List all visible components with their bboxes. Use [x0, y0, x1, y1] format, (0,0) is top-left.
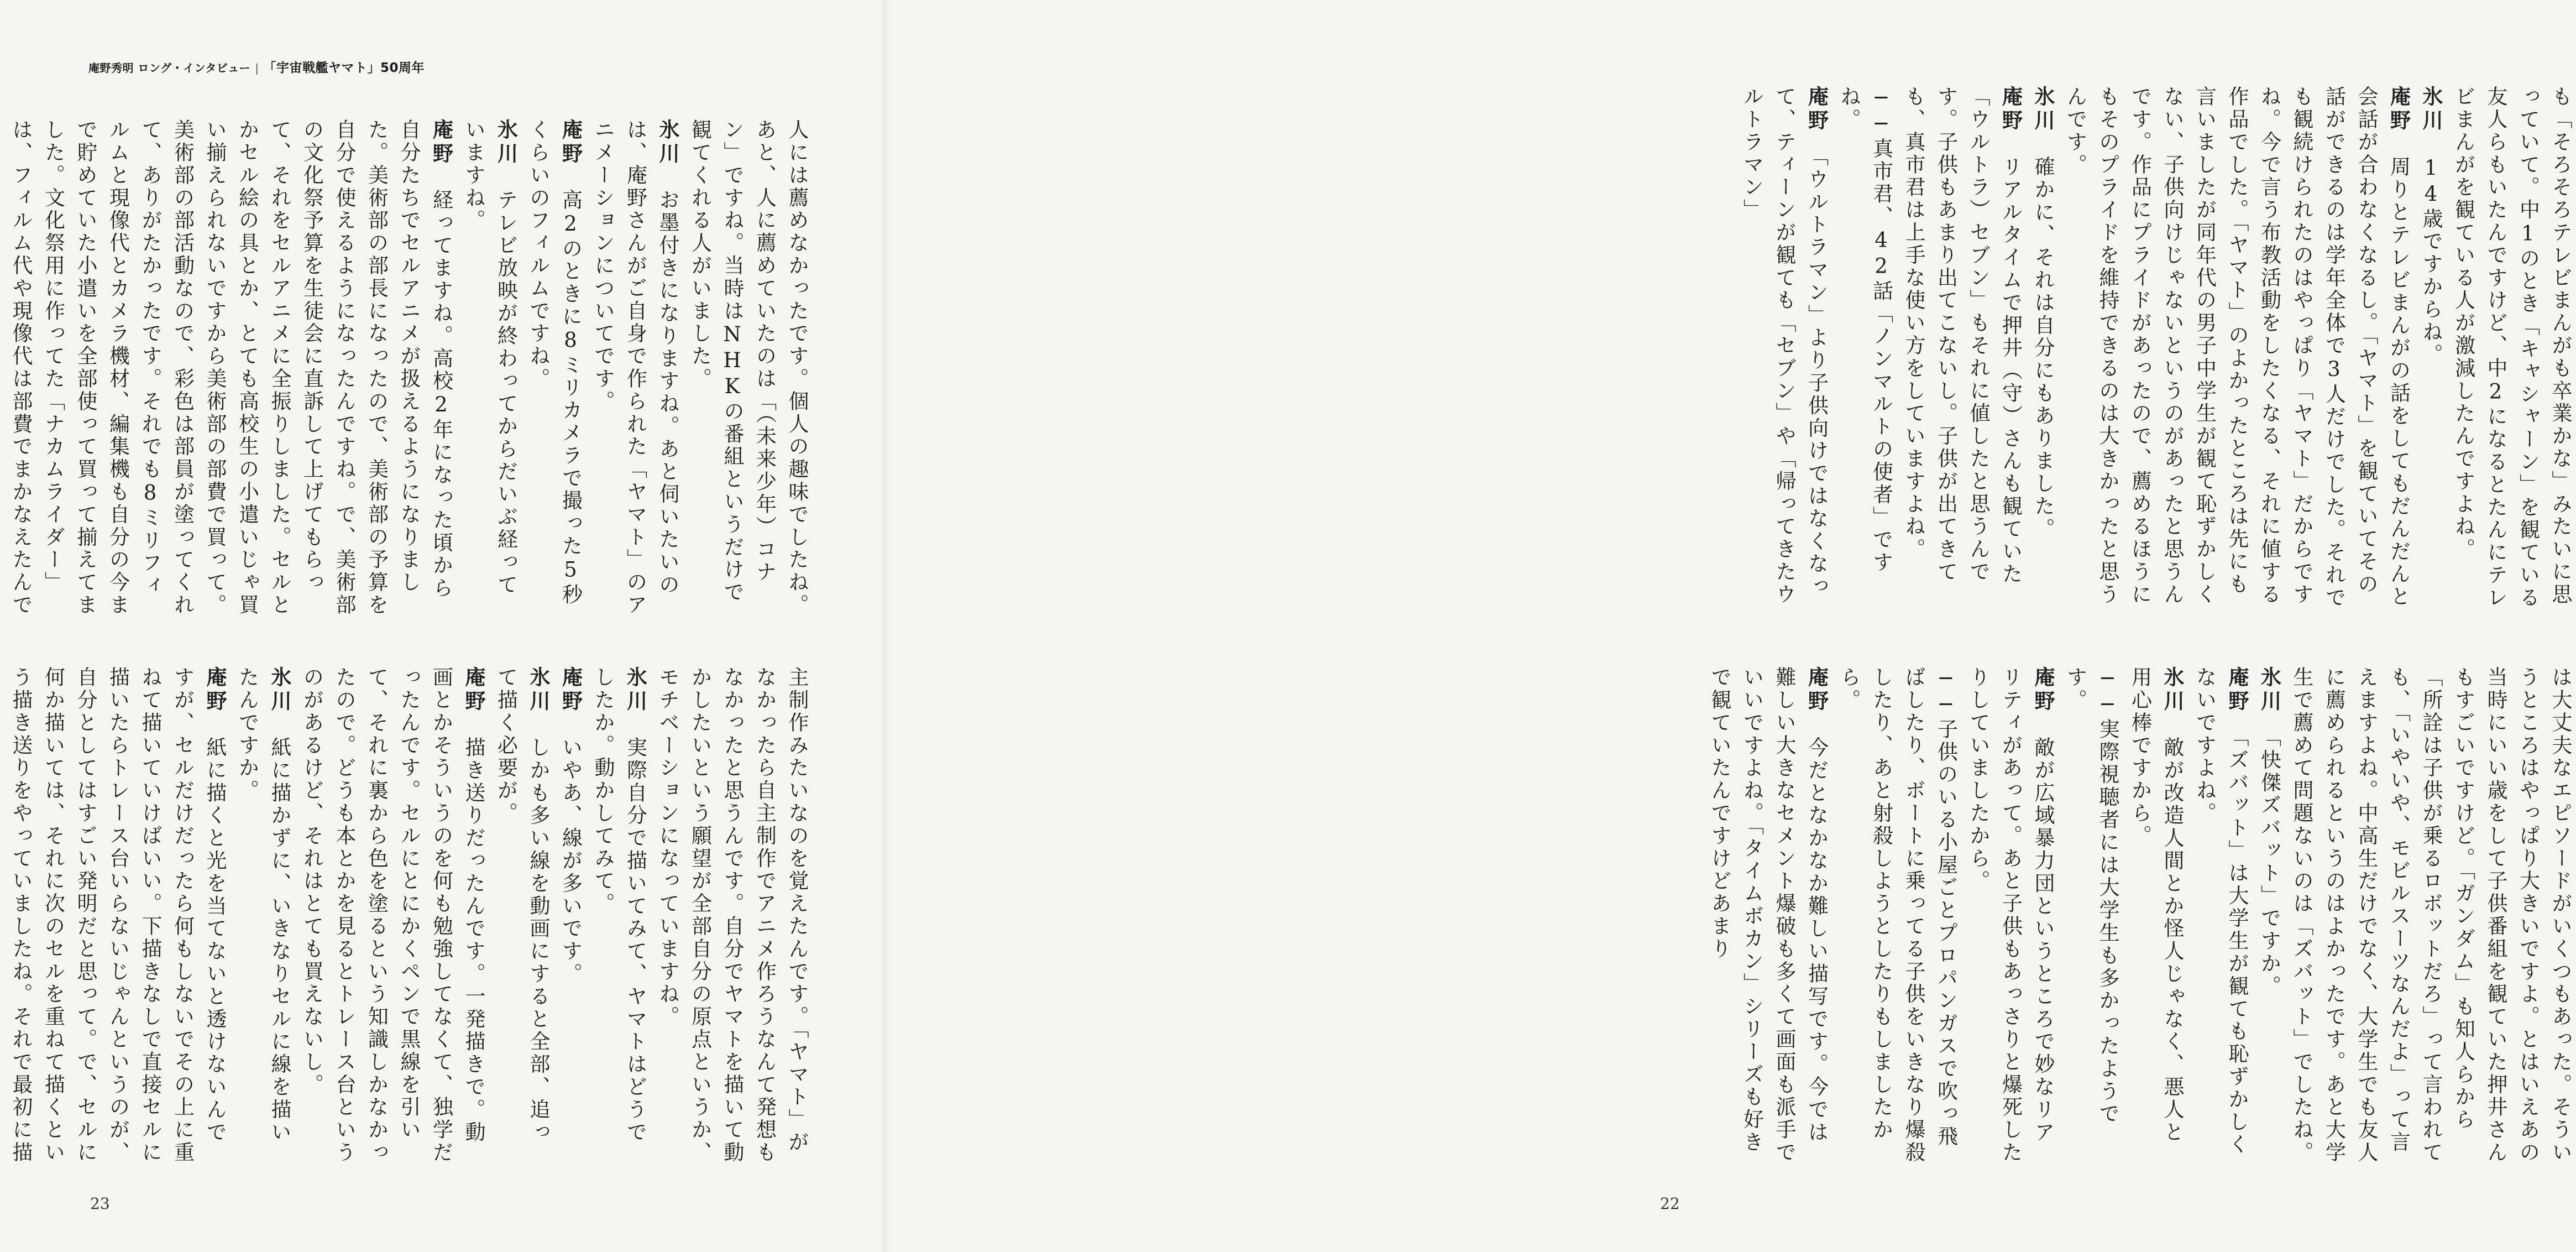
dialogue-text: 14歳ですからね。: [2419, 155, 2443, 367]
dialogue-paragraph: [1897, 86, 2027, 617]
dialogue-text: 描き送りだったんです。一発描きで。動画とかそういうのを何も勉強してなくて、独学だったんです。セルにとにかくペンで黒線を引いて、それに裏から色を塗るという知識しかなかったので。どうも本とかを見るとトレース台というのがあるけど、それはとても買えないし。: [300, 666, 485, 1164]
dialogue-text: 周りとテレビまんがの話をしてもだんだんと会話が合わなくなるし。「ヤマト」を観ていてその話ができるのは学年全体で3人だけでした。それでも観続けられたのはやっぱり「ヤマト」だからですね。今で言う布教活動をしたくなる、それに値する作品でした。「ヤマト」のよかったところは先にも言いましたが同年代の男子中学生が観て恥ずかしくない、子供向けじゃないというのがあったと思うんです。作品にプライドがあったので、薦めるほうにもそのプライドを維持できるのは大きかったと思うんです。: [2063, 86, 2411, 609]
dialogue-paragraph: [2059, 86, 2415, 617]
speaker-label: 庵野: [462, 666, 485, 714]
running-head-title: 「宇宙戦艦ヤマト」50周年: [263, 61, 425, 75]
dialogue-paragraph: [2447, 86, 2576, 617]
speaker-label: 氷川: [623, 666, 647, 714]
speaker-label: 庵野: [203, 666, 227, 714]
speaker-label: 氷川: [2031, 86, 2055, 133]
speaker-label: 庵野: [2031, 666, 2055, 714]
speaker-label: 庵野: [1804, 666, 1829, 714]
dialogue-paragraph: [651, 666, 813, 1164]
page-23-bottom-text-block: [9, 666, 813, 1164]
speaker-label: 庵野: [2225, 666, 2249, 714]
speaker-label: 庵野: [1804, 86, 1829, 133]
dialogue-paragraph: [2059, 666, 2123, 1164]
dialogue-paragraph: [1962, 666, 2059, 1164]
dialogue-paragraph: [2285, 666, 2576, 1164]
speaker-label: 氷川: [2257, 666, 2281, 714]
speaker-label: 庵野: [558, 119, 583, 166]
page-22-bottom-text-block: [1708, 666, 2576, 1164]
dialogue-paragraph: [295, 666, 489, 1164]
dialogue-paragraph: [522, 119, 587, 617]
running-head: [88, 58, 425, 76]
dialogue-paragraph: [2188, 666, 2253, 1164]
dialogue-paragraph: [2253, 666, 2285, 1164]
dialogue-paragraph: [2415, 86, 2447, 617]
dialogue-text: 確かに、それは自分にもありました。: [2031, 155, 2055, 541]
dialogue-paragraph: [1832, 86, 1897, 617]
dialogue-paragraph: [0, 666, 231, 1164]
dialogue-paragraph: [1832, 666, 1962, 1164]
dialogue-paragraph: [1703, 666, 1832, 1164]
speaker-label: 庵野: [1998, 86, 2023, 133]
dialogue-text: 人には薦めなかったです。個人の趣味でしたね。あと、人に薦めていたのは「（未来少年）コナン」ですね。当時はNHKの番組というだけで観てくれる人がいました。: [688, 119, 809, 617]
dialogue-text: 紙に描くと光を当てないと透けないんですが、セルだけだったら何もしないでその上に重ねて描いていけばいい。下描きなしで直接セルに描いたらトレース台いらないじゃんというのが、自分としてはすごい発明だと思って。で、セルに何か描いては、それに次のセルを重ねて描くという描き送りをやっていましたね。それで最初に描: [9, 666, 227, 1164]
dialogue-paragraph: [489, 666, 554, 1164]
dialogue-text: ──子供のいる小屋ごとプロパンガスで吹っ飛ばしたり、ボートに乗ってる子供をいきなり爆殺したり、あと射殺しようとしたりもしましたから。: [1837, 666, 1958, 1164]
dialogue-text: ──実際視聴者には大学生も多かったようです。: [2063, 666, 2119, 1125]
speaker-label: 氷川: [494, 119, 518, 166]
dialogue-text: リアルタイムで押井（守）さんも観ていた「ウルトラ）セブン」もそれに値したと思うんです。子供もあまり出てこないし。子供が出てきても、真市君は上手な使い方をしていますよね。: [1902, 86, 2023, 586]
dialogue-paragraph: [231, 666, 295, 1164]
page-23: [0, 0, 884, 1252]
dialogue-paragraph: [587, 666, 651, 1164]
dialogue-text: は大丈夫なエピソードがいくつもあった。そういうところはやっぱり大きいですよ。とはいえあの当時にいい歳をして子供番組を観ていた押井さんもすごいですけど。「ガンダム」も知人らから「所詮は子供が乗るロボットだろ」って言われても、「いやいや、モビルスーツなんだよ」って言えますよね。中高生だけでなく、大学生でも友人に薦められるというのはよかったです。あと大学生で薦めて問題ないのは「ズバット」でしたね。: [2290, 666, 2572, 1164]
dialogue-text: 紙に描かずに、いきなりセルに線を描いたんですか。: [235, 666, 291, 1144]
dialogue-text: テレビ放映が終わってからだいぶ経っていますね。: [462, 119, 518, 597]
dialogue-text: 敵が広域暴力団というところで妙なリアリティがあって。あと子供もあっさりと爆死したりしていましたから。: [1966, 666, 2055, 1164]
dialogue-paragraph: [457, 119, 522, 617]
speaker-label: 庵野: [429, 119, 453, 166]
speaker-label: 氷川: [526, 666, 550, 714]
page-number-left: 23: [90, 1194, 110, 1213]
dialogue-paragraph: [587, 119, 684, 617]
dialogue-paragraph: [2027, 86, 2059, 617]
dialogue-text: も「そろそろテレビまんがも卒業かな」みたいに思っていて。中1のとき「キャシャーン」を観ている友人らもいたんですけど、中2になるとたんにテレビまんがを観ている人が激減したんですよね。: [2451, 86, 2572, 609]
dialogue-text: 実際自分で描いてみて、ヤマトはどうでしたか。動かしてみて。: [591, 666, 647, 1144]
dialogue-paragraph: [2123, 666, 2188, 1164]
running-head-separator: |: [255, 61, 259, 75]
dialogue-text: しかも多い線を動画にすると全部、追って描く必要が。: [494, 666, 550, 1144]
dialogue-text: お墨付きになりますね。あと伺いたいのは、庵野さんがご自身で作られた「ヤマト」のアニメーションについてです。: [591, 119, 679, 617]
speaker-label: 氷川: [2419, 86, 2443, 133]
page-number-right: 22: [1660, 1194, 1680, 1213]
speaker-label: 氷川: [2160, 666, 2184, 714]
page-22-top-text-block: [1740, 86, 2576, 617]
dialogue-paragraph: [683, 119, 813, 617]
dialogue-text: 経ってますね。高校2年になった頃から自分たちでセルアニメが扱えるようになりました。美術部の部長になったので、美術部の予算を自分で使えるようになったんですね。で、美術部の文化祭予算を生徒会に直訴して上げてもらって、それをセルアニメに全振りしました。セルとかセル絵の具とか、とても高校生の小遣いじゃ買い揃えられないですから美術部の部費で買って。美術部の部活動なので、彩色は部員が塗ってくれて、ありがたかったです。それでも8ミリフィルムと現像代とカメラ機材、編集機も自分の今まで貯めていた小遣いを全部使って買って揃えてました。文化祭用に作ってた「ナカムライダー」は、フィルム代や現像代は部費でまかなえたんで: [9, 119, 453, 617]
dialogue-text: 「快傑ズバット」ですか。: [2257, 736, 2281, 998]
page-23-top-text-block: [9, 119, 813, 617]
dialogue-paragraph: [0, 119, 457, 617]
dialogue-paragraph: [1735, 86, 1832, 617]
dialogue-paragraph: [554, 666, 587, 1164]
running-head-author: 庵野秀明 ロング・インタビュー: [88, 61, 251, 75]
dialogue-text: 今だとなかなか難しい描写です。今では難しい大きなセメント爆破も多くて画面も派手でいいですよね。「タイムボカン」シリーズも好きで観ていたんですけどあまり: [1708, 666, 1829, 1164]
dialogue-text: 「ズバット」は大学生が観ても恥ずかしくないですよね。: [2192, 666, 2249, 1156]
dialogue-text: 主制作みたいなのを覚えたんです。「ヤマト」がなかったら自主制作でアニメ作ろうなんて発想もなかったと思うんです。自分でヤマトを描いて動かしたいという願望が全部自分の原点というか、モチベーションになっていますね。: [656, 666, 809, 1164]
dialogue-text: 「ウルトラマン」より子供向けではなくなって、ティーンが観ても「セブン」や「帰ってきたウルトラマン」: [1740, 86, 1829, 606]
dialogue-text: 高2のときに8ミリカメラで撮った5秒くらいのフィルムですね。: [526, 119, 583, 607]
speaker-label: 氷川: [656, 119, 679, 166]
dialogue-text: 敵が改造人間とか怪人じゃなく、悪人と用心棒ですから。: [2128, 666, 2184, 1144]
speaker-label: 庵野: [2386, 86, 2411, 133]
dialogue-text: ──真市君、42話「ノンマルトの使者」ですね。: [1837, 86, 1893, 574]
dialogue-text: いやあ、線が多いです。: [558, 736, 583, 985]
page-22: [884, 0, 2572, 1252]
speaker-label: 氷川: [268, 666, 291, 714]
speaker-label: 庵野: [558, 666, 583, 714]
